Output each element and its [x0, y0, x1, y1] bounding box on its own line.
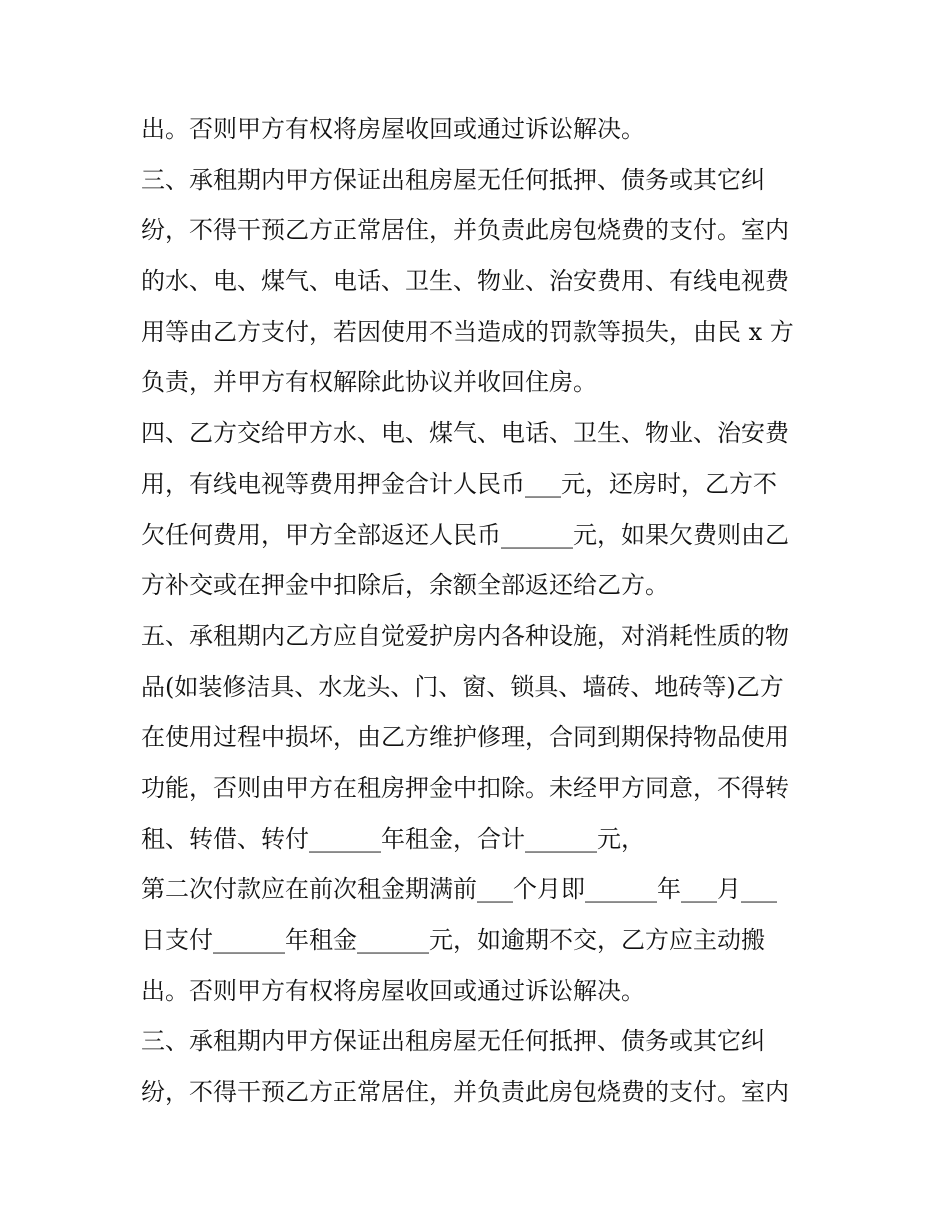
- text-line: 的水、电、煤气、电话、卫生、物业、治安费用、有线电视费: [141, 267, 789, 296]
- text-line: 四、乙方交给甲方水、电、煤气、电话、卫生、物业、治安费: [141, 419, 789, 448]
- text-line: 欠任何费用，甲方全部返还人民币______元，如果欠费则由乙: [141, 520, 789, 549]
- text-line: 三、承租期内甲方保证出租房屋无任何抵押、债务或其它纠: [141, 1027, 765, 1056]
- text-line: 第二次付款应在前次租金期满前___个月即______年___月___: [141, 875, 777, 904]
- text-line: 五、承租期内乙方应自觉爱护房内各种设施，对消耗性质的物: [141, 621, 789, 650]
- text-line: 出。否则甲方有权将房屋收回或通过诉讼解决。: [141, 115, 645, 143]
- text-line: 纷，不得干预乙方正常居住，并负责此房包烧费的支付。室内: [141, 216, 789, 245]
- text-line: 用等由乙方支付，若因使用不当造成的罚款等损失，由民 x 方: [141, 317, 794, 346]
- text-line: 用，有线电视等费用押金合计人民币___元，还房时，乙方不: [141, 469, 777, 498]
- text-line: 三、承租期内甲方保证出租房屋无任何抵押、债务或其它纠: [141, 165, 765, 194]
- text-line: 在使用过程中损坏，由乙方维护修理，合同到期保持物品使用: [141, 723, 789, 752]
- text-line: 日支付______年租金______元，如逾期不交，乙方应主动搬: [141, 926, 765, 954]
- text-line: 负责，并甲方有权解除此协议并收回住房。: [141, 368, 597, 397]
- contract-text-body: [141, 104, 821, 1118]
- text-line: 方补交或在押金中扣除后，余额全部返还给乙方。: [141, 571, 669, 600]
- text-line: 功能，否则由甲方在租房押金中扣除。未经甲方同意，不得转: [141, 773, 789, 802]
- text-line: 出。否则甲方有权将房屋收回或通过诉讼解决。: [141, 976, 645, 1005]
- text-line: 品(如装修洁具、水龙头、门、窗、锁具、墙砖、地砖等)乙方: [141, 672, 784, 701]
- text-line: 租、转借、转付______年租金，合计______元，: [141, 824, 645, 853]
- text-line: 纷，不得干预乙方正常居住，并负责此房包烧费的支付。室内: [141, 1078, 789, 1107]
